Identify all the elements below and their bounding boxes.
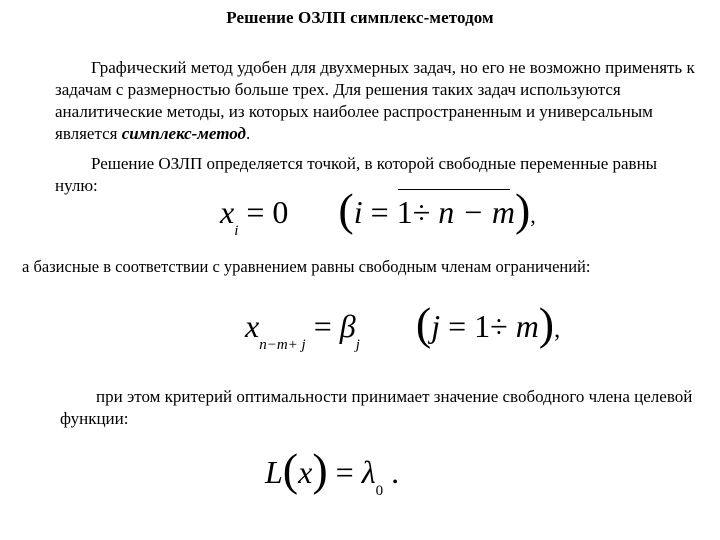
formula3-arg: x [298, 454, 313, 490]
formula1-sub: i [234, 223, 239, 239]
formula2-var: x [245, 308, 260, 344]
formula1-overbar [398, 189, 510, 190]
formula1-var: x [220, 194, 235, 230]
formula2-rhs-sub: j [355, 337, 360, 353]
formula3-fn: L [265, 454, 283, 490]
formula3-tail: . [391, 454, 400, 490]
formula2-range-var: j [431, 308, 441, 344]
paragraph-optimality: при этом критерий оптимальности принимает значение свободного члена целевой функции: [60, 387, 693, 428]
formula2-range-div: ÷ [490, 308, 508, 344]
formula-basic-variables [245, 298, 561, 353]
formula2-sub: n−m+ j [259, 337, 306, 353]
paragraph-intro-end: . [245, 124, 251, 143]
formula2-open-paren: ( [415, 298, 432, 349]
formula1-range-var: i [353, 194, 363, 230]
formula3-rhs-sub: 0 [375, 483, 384, 499]
formula1-range-div: ÷ [412, 194, 431, 230]
paragraph-intro-text: Графический метод удобен для двухмерных задач, но его не возможно применять к задачам с размерностью больше трех. Для решения таких задач используются аналитические методы, из которых наиболее распространенным и универсальным является [55, 58, 695, 143]
paragraph-basic-variables: а базисные в соответствии с уравнением равны свободным членам ограничений: [22, 257, 591, 276]
formula1-range-eq: = 1 [370, 194, 413, 230]
formula-objective [265, 444, 400, 499]
formula1-open-paren: ( [338, 184, 354, 235]
page-title: Решение ОЗЛП симплекс-методом [226, 8, 494, 27]
formula1-eq: = 0 [246, 194, 289, 230]
paragraph-intro [55, 57, 695, 145]
formula2-range-eq: = 1 [448, 308, 491, 344]
formula2-eq: = [313, 308, 332, 344]
formula2-close-paren: ) [538, 298, 555, 349]
formula1-close-paren: ) [514, 184, 531, 235]
formula-free-variables [220, 184, 536, 239]
formula3-close-paren: ) [312, 444, 328, 495]
formula1-range-end: n − m [438, 194, 515, 230]
formula2-tail: , [554, 317, 561, 343]
formula3-open-paren: ( [282, 444, 299, 495]
paragraph-solution: Решение ОЗЛП определяется точкой, в которой свободные переменные равны нулю: [55, 154, 658, 195]
formula2-range-end: m [515, 308, 539, 344]
formula3-eq: = [335, 454, 354, 490]
simplex-method-term: симплекс-метод [121, 124, 246, 143]
formula2-rhs: β [339, 308, 356, 344]
formula3-rhs: λ [361, 454, 376, 490]
formula1-tail: , [530, 203, 536, 228]
